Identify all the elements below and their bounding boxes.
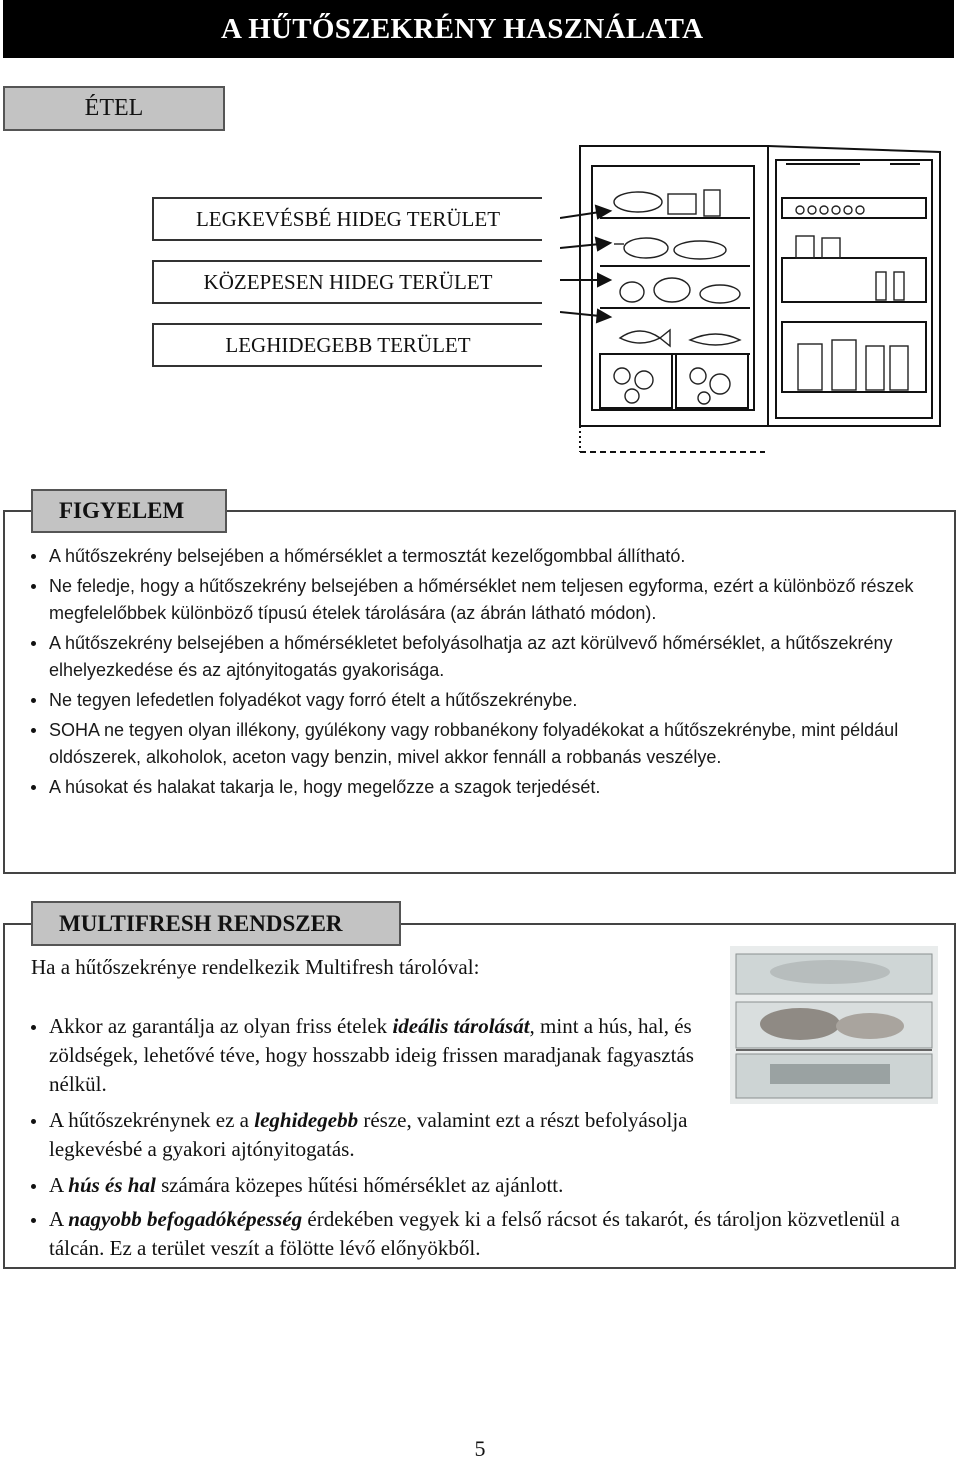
zone-least-cold-label: LEGKEVÉSBÉ HIDEG TERÜLET — [195, 206, 501, 231]
attention-tab-label: FIGYELEM — [59, 498, 185, 523]
page-number: 5 — [474, 1436, 486, 1461]
list-item: A hús és hal számára közepes hűtési hőmérséklet az ajánlott. — [31, 1171, 721, 1200]
zone-medium-cold-label: KÖZEPESEN HIDEG TERÜLET — [203, 269, 493, 294]
page-header — [3, 0, 954, 58]
list-item: SOHA ne tegyen olyan illékony, gyúlékony vagy robbanékony folyadékokat a hűtőszekrénybe, mint például oldószerek, alkoholok, aceton vagy benzin, mivel akkor fennáll a robbanás veszélye. — [31, 717, 921, 771]
food-section-tab — [3, 86, 225, 131]
fridge-illustration — [560, 140, 950, 460]
list-item: A húsokat és halakat takarja le, hogy megelőzze a szagok terjedését. — [31, 774, 921, 801]
zone-coldest — [152, 323, 542, 367]
list-item: A hűtőszekrénynek ez a leghidegebb része, valamint ezt a részt befolyásolja legkevésbé a gyakori ajtónyitogatás. — [31, 1106, 721, 1164]
multifresh-tab — [31, 901, 401, 946]
multifresh-intro: Ha a hűtőszekrénye rendelkezik Multifresh tárolóval: — [31, 955, 480, 979]
multifresh-tab-label: MULTIFRESH RENDSZER — [59, 910, 343, 936]
list-item: Ne feledje, hogy a hűtőszekrény belsejében a hőmérséklet nem teljesen egyforma, ezért a különböző részek megfelelőbbek különböző típusú ételek tárolására (az ábrán látható módon). — [31, 573, 921, 627]
list-item: A nagyobb befogadóképesség érdekében vegyek ki a felső rácsot és takarót, és tároljon közvetlenül a tálcán. Ez a terület veszít a fölötte lévő előnyökből. — [31, 1205, 941, 1263]
food-section-label: ÉTEL — [84, 95, 144, 121]
page-title: A HŰTŐSZEKRÉNY HASZNÁLATA — [221, 13, 704, 45]
attention-tab — [31, 489, 227, 533]
list-item: Akkor az garantálja az olyan friss ételek ideális tárolását, mint a hús, hal, és zöldségek, lehetővé téve, hogy hosszabb ideig frissen maradjanak fagyasztás nélkül. — [31, 1012, 721, 1099]
attention-list — [31, 543, 921, 804]
multifresh-list-wide — [31, 1205, 941, 1270]
list-item: A hűtőszekrény belsejében a hőmérséklet a termosztát kezelőgombbal állítható. — [31, 543, 921, 570]
multifresh-drawer-photo — [730, 946, 938, 1104]
list-item: A hűtőszekrény belsejében a hőmérsékletet befolyásolhatja az azt körülvevő hőmérséklet, a hűtőszekrény elhelyezkedése és az ajtónyitogatás gyakorisága. — [31, 630, 921, 684]
list-item: Ne tegyen lefedetlen folyadékot vagy forró ételt a hűtőszekrénybe. — [31, 687, 921, 714]
zone-coldest-label: LEGHIDEGEBB TERÜLET — [225, 332, 471, 357]
zone-least-cold — [152, 197, 542, 241]
multifresh-list — [31, 1012, 721, 1207]
zone-medium-cold — [152, 260, 542, 304]
